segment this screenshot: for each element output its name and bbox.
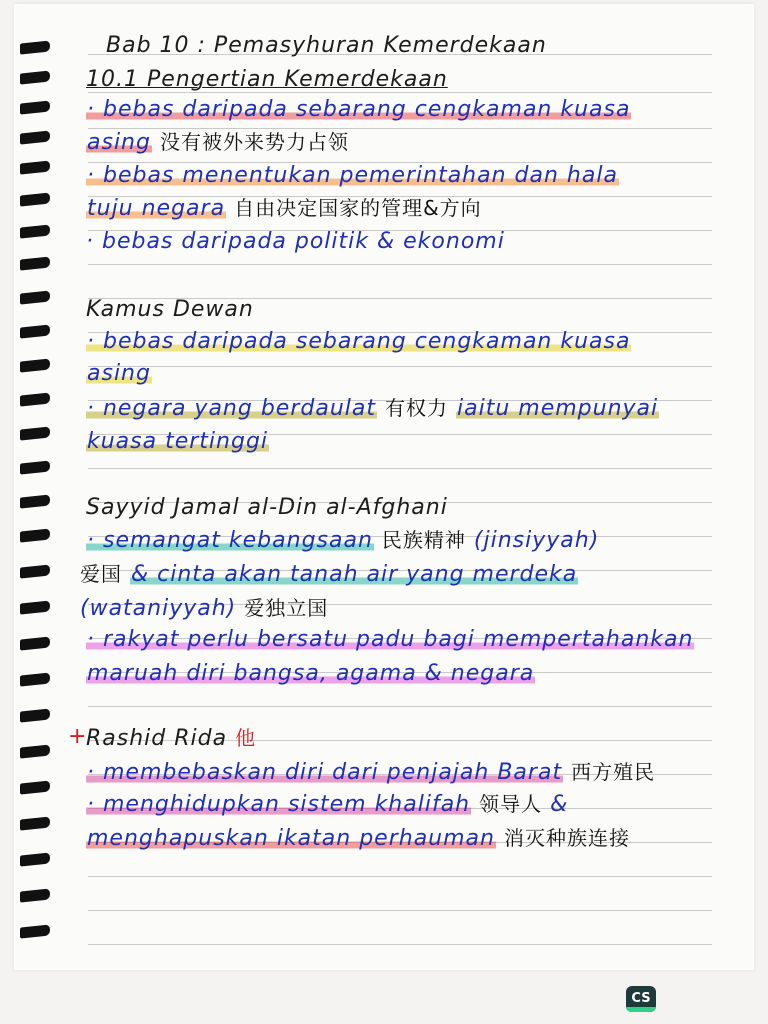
note-line: asing 没有被外来势力占领: [87, 130, 349, 155]
note-line: · rakyat perlu bersatu padu bagi mempertahankan: [87, 627, 694, 652]
section-title: Rashid Rida 他: [86, 726, 257, 751]
section-title: Kamus Dewan: [86, 297, 254, 322]
note-line: 爱国 & cinta akan tanah air yang merdeka: [80, 562, 578, 587]
note-line: · menghidupkan sistem khalifah 领导人 &: [87, 792, 569, 817]
note-line: · bebas menentukan pemerintahan dan hala: [87, 163, 618, 188]
note-line: · membebaskan diri dari penjajah Barat 西方殖民: [87, 760, 656, 785]
note-line: · bebas daripada sebarang cengkaman kuasa: [87, 329, 631, 354]
correction-mark: +: [68, 724, 87, 749]
note-line: tuju negara 自由决定国家的管理&方向: [87, 196, 482, 221]
note-line: · bebas daripada politik & ekonomi: [86, 229, 505, 254]
chapter-heading: Bab 10 : Pemasyhuran Kemerdekaan: [106, 33, 547, 58]
note-line: menghapuskan ikatan perhauman 消灭种族连接: [87, 826, 630, 851]
note-line: asing: [87, 361, 151, 386]
note-line: kuasa tertinggi: [87, 429, 269, 454]
section-title: 10.1 Pengertian Kemerdekaan: [86, 67, 448, 92]
note-line: (wataniyyah) 爱独立国: [80, 596, 329, 621]
camscanner-logo: CS: [626, 986, 656, 1012]
note-line: maruah diri bangsa, agama & negara: [87, 661, 535, 686]
section-title: Sayyid Jamal al-Din al-Afghani: [86, 495, 448, 520]
note-line: · negara yang berdaulat 有权力 iaitu mempunyai: [87, 396, 659, 421]
note-line: · bebas daripada sebarang cengkaman kuasa: [87, 97, 631, 122]
note-line: · semangat kebangsaan 民族精神 (jinsiyyah): [87, 528, 600, 553]
